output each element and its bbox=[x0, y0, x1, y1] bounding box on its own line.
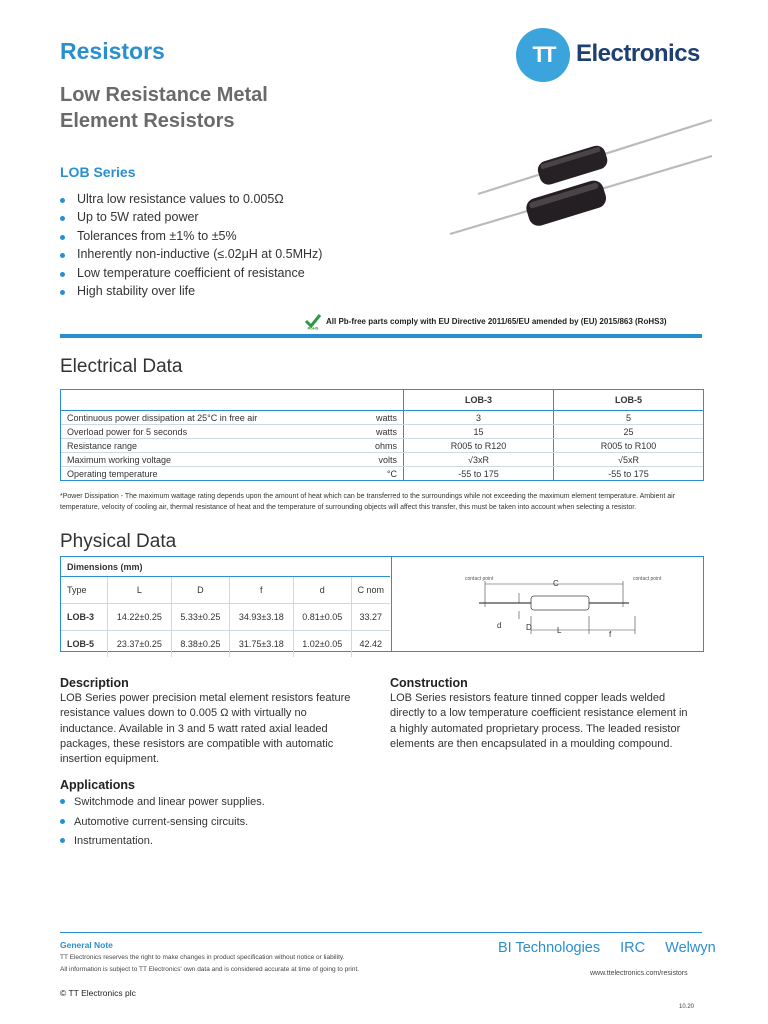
website-link[interactable]: www.ttelectronics.com/resistors bbox=[590, 970, 688, 977]
applications-list bbox=[60, 795, 265, 854]
brand-bi-technologies: BI Technologies bbox=[498, 940, 601, 956]
general-note-heading: General Note bbox=[60, 940, 113, 950]
table-row: Operating temperature °C -55 to 175 -55 to 175 bbox=[61, 467, 703, 481]
bullet-icon bbox=[60, 272, 65, 277]
feature-item: Inherently non-inductive (≤.02μH at 0.5MHz) bbox=[60, 245, 322, 263]
applications-heading: Applications bbox=[60, 778, 136, 792]
tt-electronics-logo bbox=[516, 28, 716, 84]
series-name: LOB Series bbox=[60, 164, 136, 180]
dimensions-label: Dimensions (mm) bbox=[61, 557, 390, 577]
svg-text:f: f bbox=[609, 630, 612, 639]
electrical-data-table bbox=[60, 389, 704, 481]
feature-item: Low temperature coefficient of resistance bbox=[60, 264, 322, 282]
table-row: Maximum working voltage volts √3xR √5xR bbox=[61, 453, 703, 467]
svg-text:contact point: contact point bbox=[633, 576, 662, 582]
feature-item: Up to 5W rated power bbox=[60, 208, 322, 226]
dimension-drawing bbox=[401, 567, 691, 645]
column-header: LOB-3 bbox=[404, 390, 554, 411]
physical-data-panel bbox=[60, 556, 704, 652]
feature-item: High stability over life bbox=[60, 282, 322, 300]
tt-logo-mark: TT bbox=[516, 28, 570, 82]
application-item: Instrumentation. bbox=[60, 834, 265, 854]
copyright: © TT Electronics plc bbox=[60, 988, 136, 998]
subtitle-line-1: Low Resistance Metal bbox=[60, 84, 268, 106]
column-header: LOB-5 bbox=[554, 390, 704, 411]
logo-wordmark: Electronics bbox=[576, 40, 700, 67]
table-row: LOB-3 14.22±0.25 5.33±0.25 34.93±3.18 0.81±0.05 33.27 bbox=[61, 604, 390, 631]
footer-divider bbox=[60, 932, 702, 933]
svg-text:contact point: contact point bbox=[465, 576, 494, 582]
resistor-product-image bbox=[440, 112, 720, 236]
bullet-icon bbox=[60, 216, 65, 221]
construction-heading: Construction bbox=[390, 676, 468, 690]
brand-irc: IRC bbox=[620, 940, 646, 956]
bullet-icon bbox=[60, 235, 65, 240]
rohs-statement: All Pb-free parts comply with EU Directive 2011/65/EU amended by (EU) 2015/863 (RoHS3) bbox=[326, 316, 667, 326]
table-row: Resistance range ohms R005 to R120 R005 to R100 bbox=[61, 439, 703, 453]
dimensions-table bbox=[61, 557, 390, 657]
table-row: Overload power for 5 seconds watts 15 25 bbox=[61, 425, 703, 439]
application-item: Automotive current-sensing circuits. bbox=[60, 815, 265, 835]
physical-data-heading: Physical Data bbox=[60, 531, 177, 552]
document-code: 10.20 bbox=[679, 1004, 695, 1010]
table-row: Continuous power dissipation at 25°C in free air watts 3 5 bbox=[61, 411, 703, 425]
svg-text:RoHS: RoHS bbox=[307, 325, 319, 330]
bullet-icon bbox=[60, 838, 65, 843]
svg-text:D: D bbox=[526, 623, 532, 632]
svg-text:C: C bbox=[553, 579, 559, 588]
bullet-icon bbox=[60, 819, 65, 824]
feature-item: Ultra low resistance values to 0.005Ω bbox=[60, 190, 322, 208]
bullet-icon bbox=[60, 799, 65, 804]
brand-welwyn: Welwyn bbox=[665, 940, 716, 956]
feature-item: Tolerances from ±1% to ±5% bbox=[60, 227, 322, 245]
feature-list bbox=[60, 190, 322, 300]
page-title: Resistors bbox=[60, 38, 165, 64]
svg-text:d: d bbox=[497, 621, 502, 630]
electrical-data-heading: Electrical Data bbox=[60, 356, 183, 377]
panel-divider bbox=[391, 557, 392, 651]
table-header-row: Type L D f d C nom bbox=[61, 577, 390, 604]
description-text: LOB Series power precision metal element resistors feature resistance values down to 0.005 Ω with virtually no inductance. Available in 3 and 5 watt rated axial leaded packages, these resistors are compatible with automatic insertion equipment. bbox=[60, 692, 351, 766]
power-dissipation-note: *Power Dissipation - The maximum wattage rating depends upon the amount of heat which can be transferred to the surroundings while not exceeding the maximum element temperature. Ambient air temperature, velocity of cooling air, thermal resistance of heat and the temperature of surrounding objects will affect this transfer, this must be taken into account when selecting a resistor. bbox=[60, 493, 676, 511]
section-divider bbox=[60, 334, 702, 338]
brand-list bbox=[498, 940, 716, 956]
bullet-icon bbox=[60, 290, 65, 295]
rohs-compliance bbox=[304, 312, 667, 330]
bullet-icon bbox=[60, 253, 65, 258]
construction-text: LOB Series resistors feature tinned copper leads welded directly to a low temperature coefficient resistance element in a highly automated proprietary process. The leaded resistor elements are then encapsulated in a moulding compound. bbox=[390, 692, 688, 750]
subtitle-line-2: Element Resistors bbox=[60, 110, 235, 132]
application-item: Switchmode and linear power supplies. bbox=[60, 795, 265, 815]
bullet-icon bbox=[60, 198, 65, 203]
rohs-check-icon bbox=[304, 312, 322, 330]
table-row: LOB-5 23.37±0.25 8.38±0.25 31.75±3.18 1.02±0.05 42.42 bbox=[61, 631, 390, 658]
svg-text:L: L bbox=[557, 626, 562, 635]
description-heading: Description bbox=[60, 676, 129, 690]
page-subtitle bbox=[60, 82, 268, 134]
general-note-line: TT Electronics reserves the right to make changes in product specification without notice or liability. bbox=[60, 954, 345, 961]
general-note-line: All information is subject to TT Electronics' own data and is considered accurate at time of going to print. bbox=[60, 966, 360, 973]
